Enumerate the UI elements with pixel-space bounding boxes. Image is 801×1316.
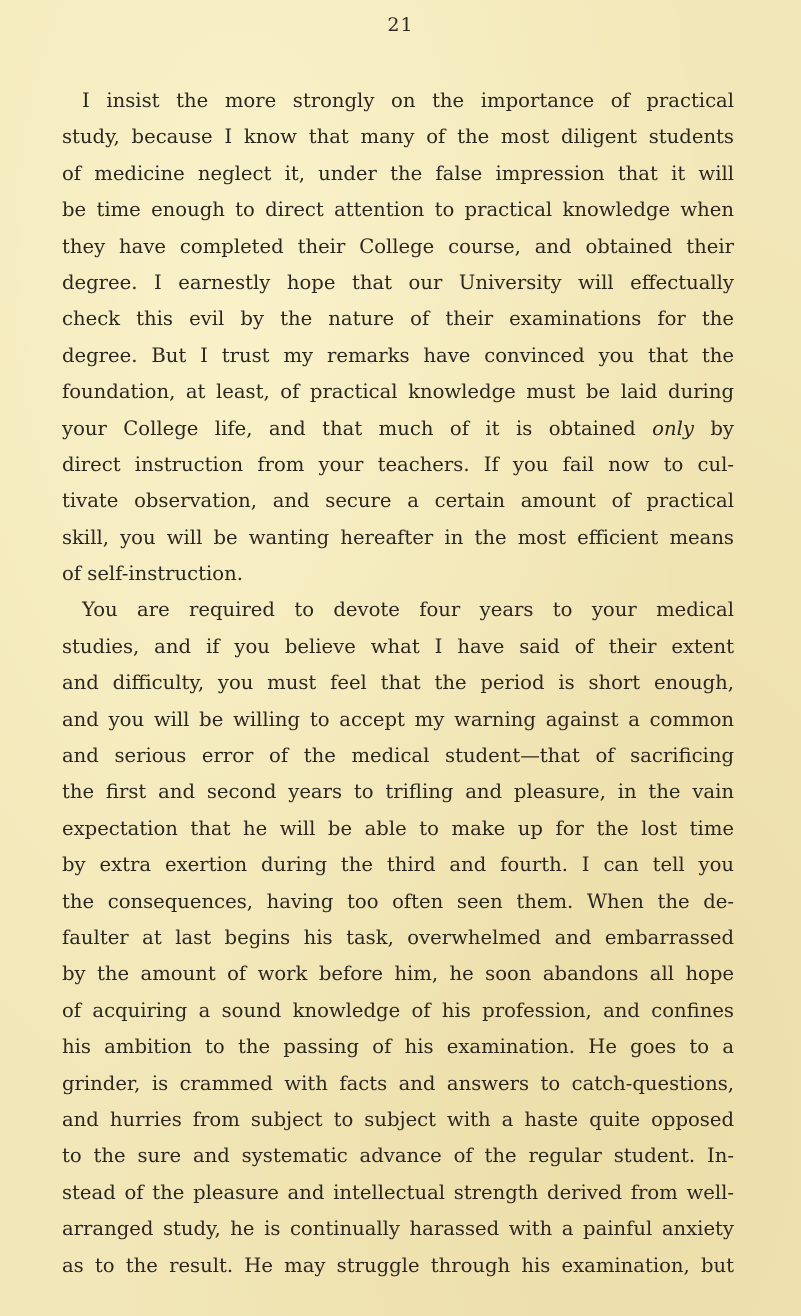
text-line: direct instruction from your teachers. If you fail now to cul-: [62, 452, 734, 476]
text-line: tivate observation, and secure a certain amount of practical: [62, 489, 734, 513]
text-line: be time enough to direct attention to practical knowledge when: [62, 198, 734, 222]
text-line: his ambition to the passing of his examination. He goes to a: [62, 1035, 734, 1059]
text-line: stead of the pleasure and intellectual strength derived from well-: [62, 1180, 734, 1204]
text-line: by the amount of work before him, he soon abandons all hope: [62, 962, 734, 986]
text-line: check this evil by the nature of their examinations for the: [62, 307, 734, 331]
text-line: I insist the more strongly on the importance of practical: [82, 89, 734, 112]
text-segment: your College life, and that much of it is obtained: [62, 416, 636, 440]
text-line: skill, you will be wanting hereafter in the most efficient means: [62, 525, 734, 549]
text-line: of acquiring a sound knowledge of his profession, and confines: [62, 998, 734, 1022]
text-line: You are required to devote four years to your medical: [82, 598, 734, 622]
text-line: as to the result. He may struggle through his examination, but: [62, 1253, 734, 1277]
text-line: they have completed their College course, and obtained their: [62, 234, 734, 258]
text-line: and difficulty, you must feel that the period is short enough,: [62, 671, 734, 695]
text-line: foundation, at least, of practical knowledge must be laid during: [62, 380, 734, 404]
text-line: and you will be willing to accept my warning against a common: [62, 707, 734, 731]
text-line: degree. I earnestly hope that our University will effectually: [62, 270, 734, 294]
text-line: studies, and if you believe what I have said of their extent: [62, 634, 734, 658]
text-line-with-emphasis: [62, 411, 734, 447]
text-line: and hurries from subject to subject with a haste quite opposed: [62, 1107, 734, 1131]
text-line: of medicine neglect it, under the false impression that it will: [62, 161, 734, 185]
text-line: the consequences, having too often seen them. When the de-: [62, 889, 734, 913]
page-number: 21: [387, 14, 414, 36]
text-line: the first and second years to trifling and pleasure, in the vain: [62, 780, 734, 804]
text-line: arranged study, he is continually harassed with a painful anxiety: [62, 1217, 734, 1241]
text-line: expectation that he will be able to make up for the lost time: [62, 816, 734, 840]
body-text: [62, 83, 734, 1284]
text-line: to the sure and systematic advance of the regular student. In-: [62, 1144, 734, 1168]
text-line: and serious error of the medical student—that of sacrificing: [62, 744, 734, 768]
text-segment: by: [710, 416, 734, 440]
text-line: by extra exertion during the third and fourth. I can tell you: [62, 853, 734, 877]
text-line: faulter at last begins his task, overwhelmed and embarrassed: [62, 925, 734, 949]
text-line: grinder, is crammed with facts and answers to catch-questions,: [62, 1071, 734, 1095]
text-line: degree. But I trust my remarks have convinced you that the: [62, 343, 734, 367]
text-line: study, because I know that many of the most diligent students: [62, 125, 734, 149]
emphasized-word: only: [652, 416, 694, 440]
text-line: of self-instruction.: [62, 562, 243, 586]
